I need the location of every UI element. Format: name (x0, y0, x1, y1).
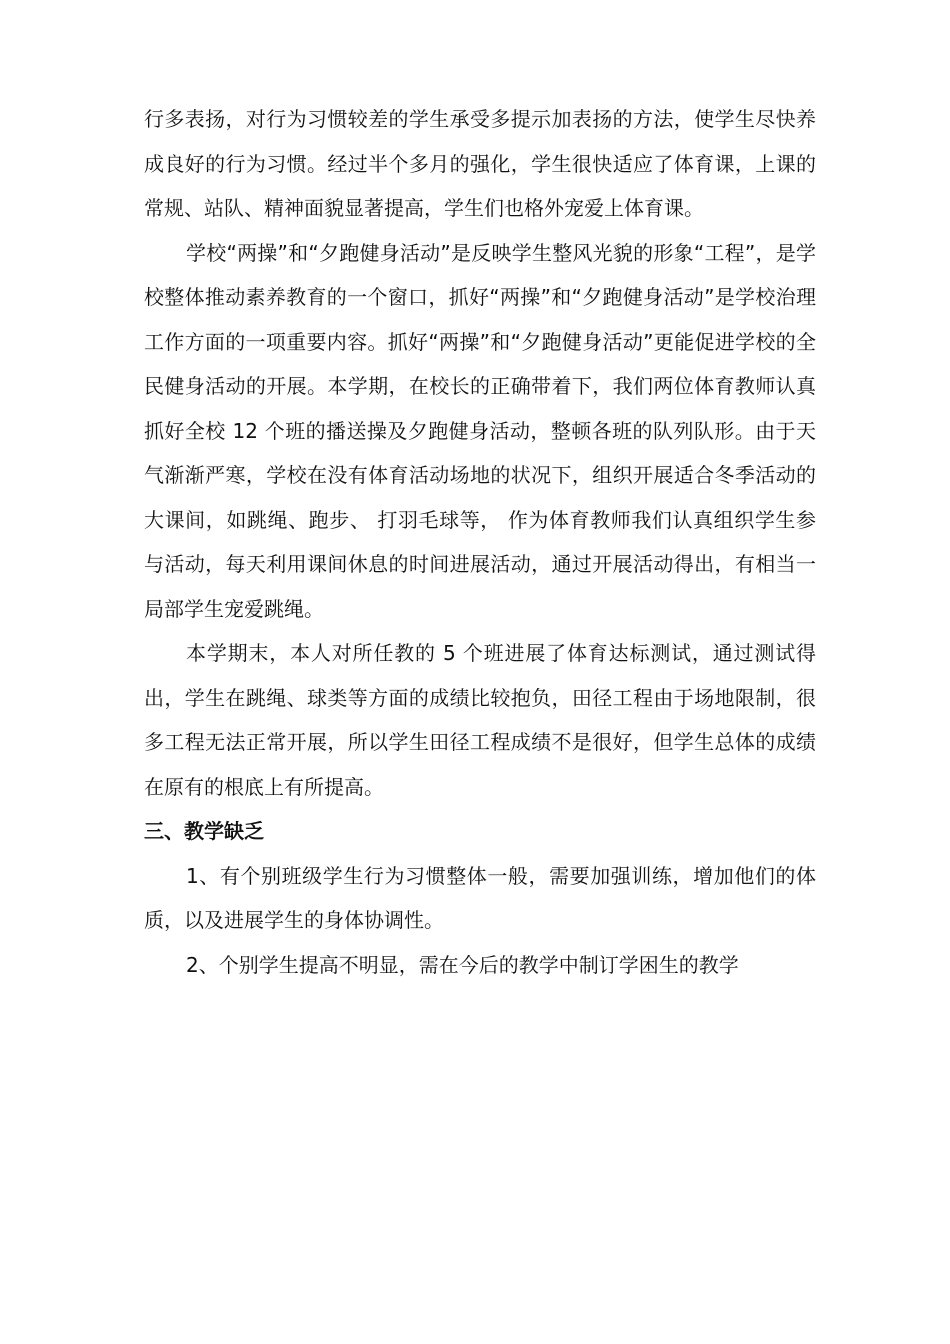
list-item-2: 2、个别学生提高不明显，需在今后的教学中制订学困生的教学 (186, 952, 739, 977)
document-body (144, 97, 816, 987)
section-heading-teaching-shortcomings: 三、教学缺乏 (144, 819, 264, 843)
paragraph-training-habits: 行多表扬，对行为习惯较差的学生承受多提示加表扬的方法，使学生尽快养成良好的行为习惯。经过半个多月的强化，学生很快适应了体育课，上课的常规、站队、精神面貌显著提高，学生们也格外宠爱上体育课。 (144, 107, 816, 220)
paragraph-fitness-test: 本学期末，本人对所任教的 5 个班进展了体育达标测试，通过测试得出，学生在跳绳、球类等方面的成绩比较抱负，田径工程由于场地限制，很多工程无法正常开展，所以学生田径工程成绩不是很好，但学生总体的成绩在原有的根底上有所提高。 (144, 641, 816, 799)
list-item-1: 1、有个别班级学生行为习惯整体一般，需要加强训练，增加他们的体质，以及进展学生的身体协调性。 (144, 863, 816, 932)
paragraph-exercise-activities: 学校“两操”和“夕跑健身活动”是反映学生整风光貌的形象“工程”，是学校整体推动素养教育的一个窗口，抓好“两操”和“夕跑健身活动”是学校治理工作方面的一项重要内容。抓好“两操”和“夕跑健身活动”更能促进学校的全民健身活动的开展。本学期，在校长的正确带着下，我们两位体育教师认真抓好全校 12 个班的播送操及夕跑健身活动，整顿各班的队列队形。由于天气渐渐严寒，学校在没有体育活动场地的状况下，组织开展适合冬季活动的大课间，如跳绳、跑步、 打羽毛球等， 作为体育教师我们认真组织学生参与活动，每天利用课间休息的时间进展活动，通过开展活动得出，有相当一局部学生宠爱跳绳。 (144, 240, 816, 621)
